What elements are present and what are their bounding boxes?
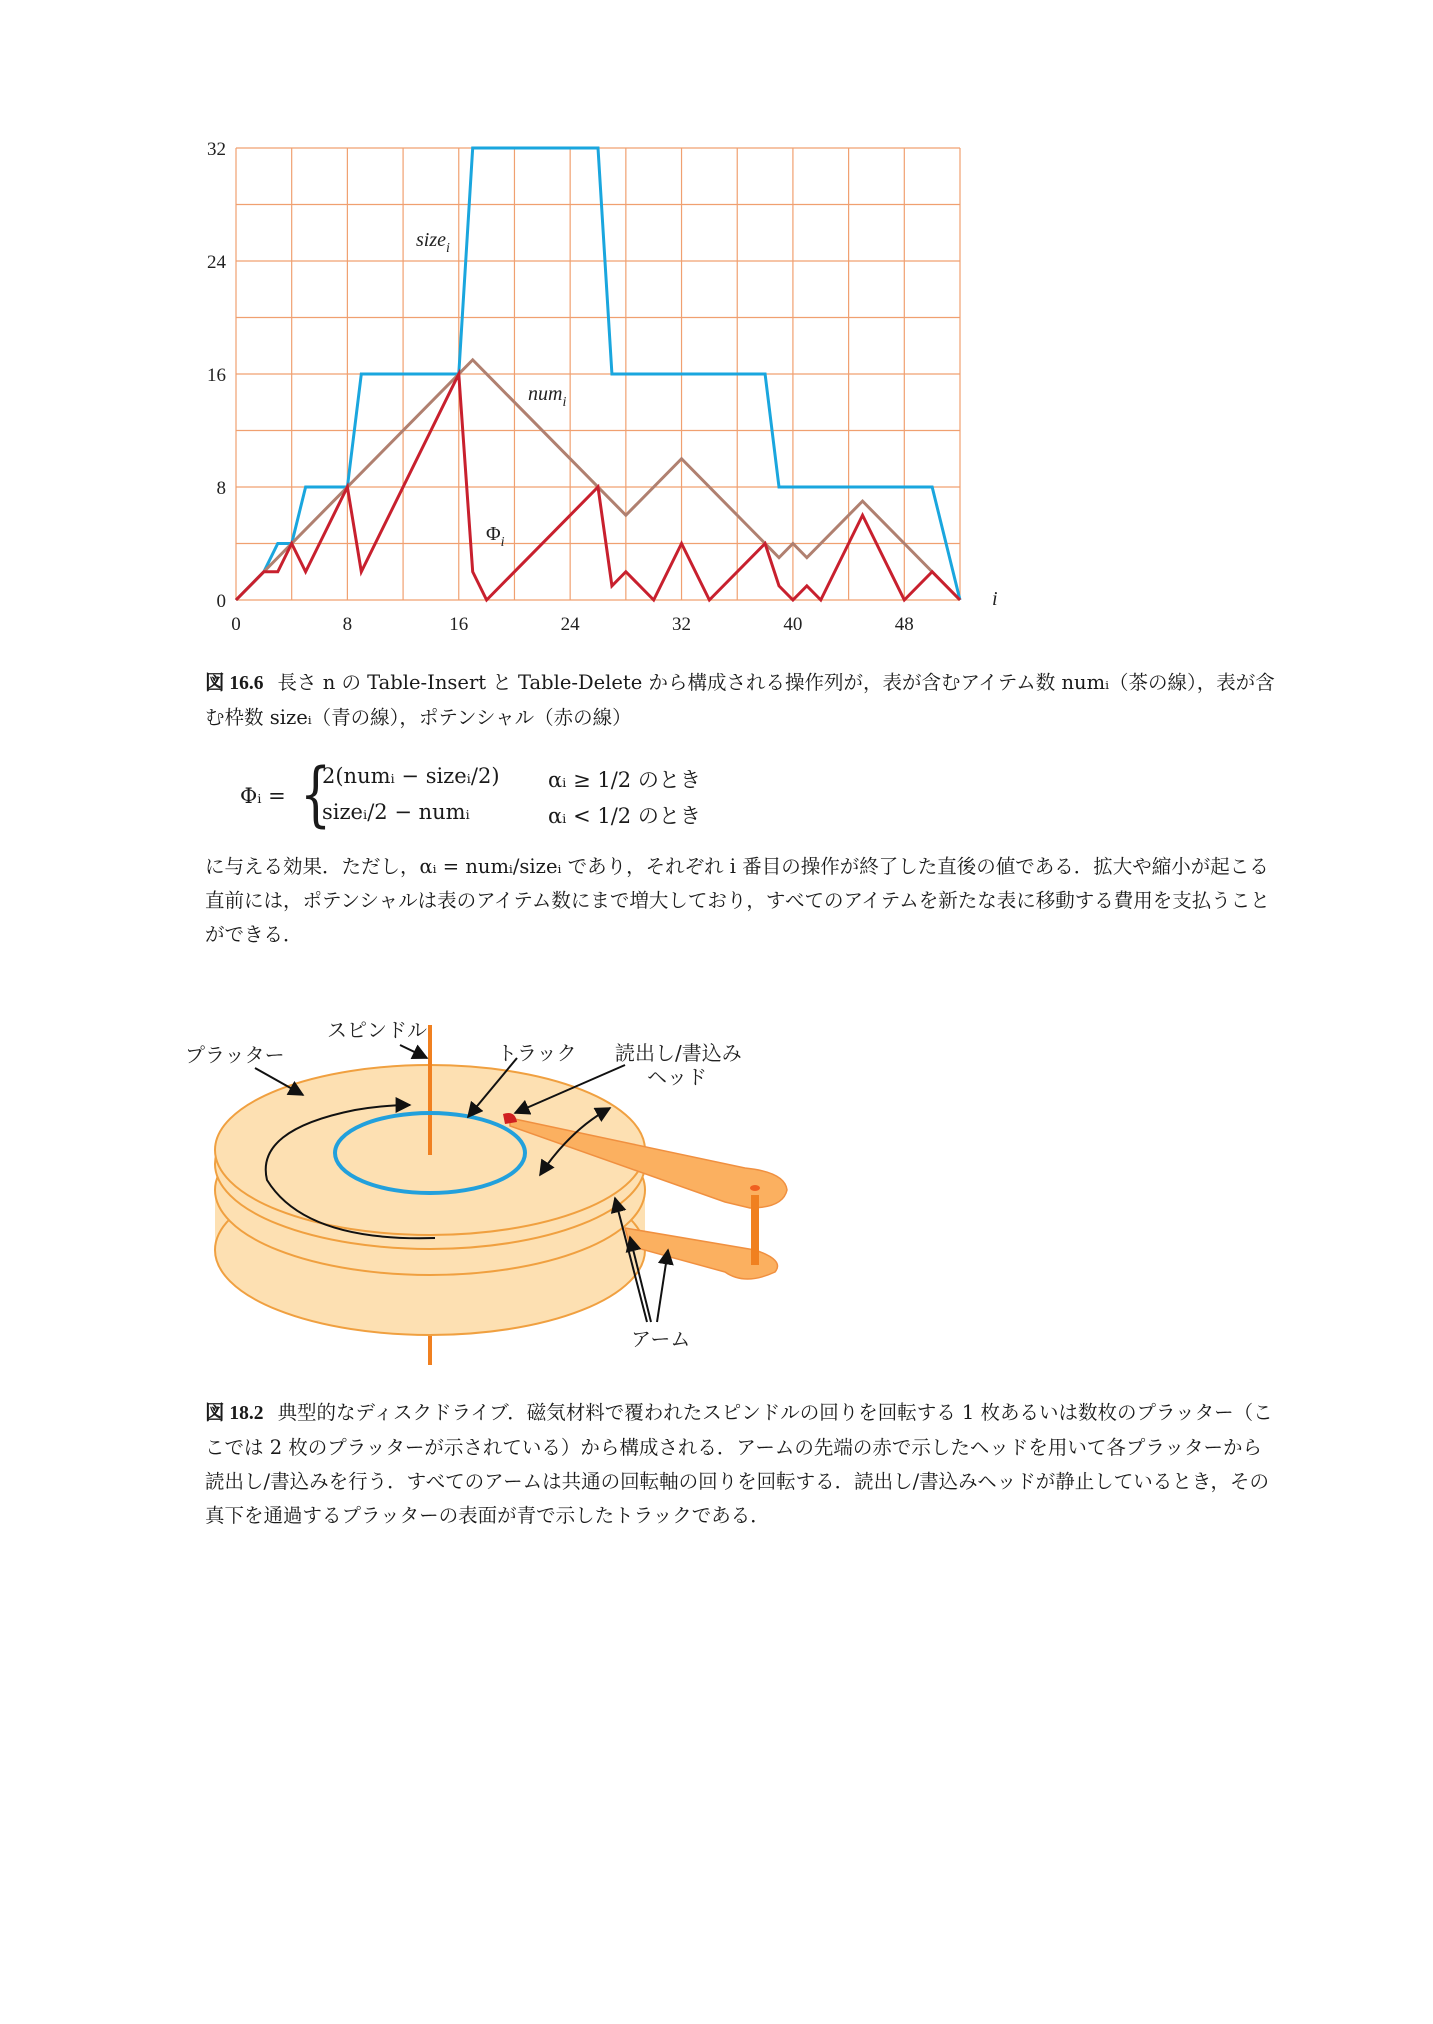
figure-18-2-caption-text: 典型的なディスクドライブ．磁気材料で覆われたスピンドルの回りを回転する 1 枚あるいは数枚のプラッター（ここでは 2 枚のプラッターが示されている）から構成される．アームの先端の赤で示したヘッドを用いて各プラッターから読出し/書込みを行う．すべてのアームは共通の回転軸の回りを回転する．読出し/書込みヘッドが静止しているとき，その真下を通過するプラッターの表面が青で示したトラックである． [205,1401,1273,1527]
formula-cond-2: αᵢ < 1/2 のとき [548,804,701,828]
formula-row-2: sizeᵢ/2 − numᵢ [322,800,470,824]
y-tick-label: 24 [207,252,226,273]
formula-cond-1: αᵢ ≥ 1/2 のとき [548,768,701,792]
platter-label: プラッター [185,1043,285,1067]
head-label-line2: ヘッド [647,1065,707,1089]
curve-label-num: num$_i$ [528,383,567,410]
potential-formula [240,753,840,836]
chart-grid [236,148,960,600]
y-tick-label: 16 [207,365,226,386]
x-tick-label: 32 [672,614,692,635]
curve-label-size: size$_i$ [416,229,450,256]
arm-label-arrow-3 [657,1250,668,1322]
x-axis-label: i [992,588,998,610]
spindle-label: スピンドル [327,1018,427,1042]
potential-chart [180,130,1050,650]
x-tick-label: 16 [449,614,469,635]
x-tick-label: 8 [342,614,353,635]
y-tick-label: 0 [216,591,226,612]
x-tick-label: 24 [560,614,580,635]
disk-drive-diagram [185,1010,835,1390]
y-tick-label: 32 [207,139,226,160]
formula-row-1: 2(numᵢ − sizeᵢ/2) [322,764,500,788]
figure-18-2-caption [205,1396,1280,1533]
track-label: トラック [497,1041,577,1065]
curve-label-phi: $\Phi_i$ [486,523,505,550]
arm-pivot-top [750,1185,760,1191]
formula-brace: { [300,753,332,835]
x-tick-label: 40 [783,614,803,635]
x-tick-label: 0 [231,614,241,635]
figure-16-6-caption-text: 長さ n の Table-Insert と Table-Delete から構成される操作列が，表が含むアイテム数 numᵢ（茶の線），表が含む枠数 sizeᵢ（青の線），ポテンシャル（赤の線） [205,671,1275,729]
x-tick-label: 48 [894,614,914,635]
series-line-1 [236,360,960,600]
arm-label: アーム [631,1327,691,1351]
figure-18-2-number: 図 18.2 [205,1403,264,1424]
formula-lhs: Φᵢ = [240,784,286,808]
figure-16-6-number: 図 16.6 [205,673,264,694]
figure-16-6-caption [205,666,1280,735]
spindle-label-arrow [400,1045,427,1058]
y-tick-label: 8 [216,478,226,499]
figure-16-6-explanation: に与える効果．ただし，αᵢ = numᵢ/sizeᵢ であり，それぞれ i 番目の操作が終了した直後の値である．拡大や縮小が起こる直前には，ポテンシャルは表のアイテム数にまで増大しており，すべてのアイテムを新たな表に移動する費用を支払うことができる． [205,855,1270,946]
head-label-line1: 読出し/書込み [615,1041,742,1065]
